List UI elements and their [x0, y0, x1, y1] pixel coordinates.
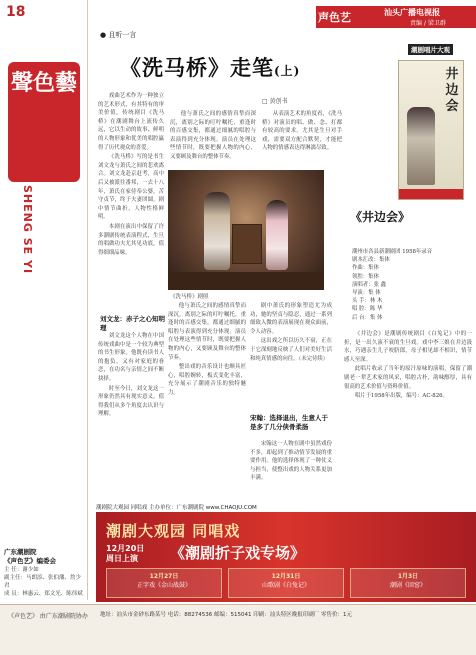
- article-column-2: [168, 302, 246, 442]
- photo-actor-female: [266, 200, 288, 270]
- paragraph: 《洗马桥》写的是书生刘文龙与萧氏之间的悲欢离合。刘文龙赴京赶考，高中后又被派往番邦，一去十八年，萧氏在家侍奉公婆，苦守贞节，终于夫妻团圆。剧中情节曲折，人物性格鲜明。: [98, 154, 164, 221]
- photo-actor-male: [204, 192, 230, 270]
- ad-topline: 潮剧院大观园 同唱戏 主办单位：广东潮剧院 www.CHAOJU.COM: [96, 505, 257, 511]
- paragraph: 唱片于1958年出版，编号：AC-826。: [354, 393, 448, 400]
- paragraph: 这出戏之所以历久不衰，正在于它深刻地反映了人们对美好生活和纯真情感的向往。（未完待续）: [250, 338, 332, 362]
- paragraph: 他与萧氏之间的感情真挚而深沉，离别之际的叮咛嘱托，重逢时的百感交集，都通过细腻的唱腔与表演得到充分体现。演员在处理这些情节时，既要把握人物的内心，又要顾及舞台的整体节奏。: [168, 303, 246, 361]
- record-credit-line: 导演：集 体: [352, 290, 381, 297]
- section-masthead: 聲色藝: [8, 62, 80, 182]
- record-title: 《井边会》: [350, 210, 411, 224]
- paragraph: 《井边会》是潮剧传统剧目《白兔记》中的一折，是一出久演不衰的生旦戏。戏中李三娘在井边汲水，巧遇亲生儿子咬脐郎，母子相见却不相识，情节感人至深。: [344, 331, 472, 363]
- ad-show-date: 1月3日: [397, 573, 419, 580]
- byline: □ 黄创书: [262, 98, 288, 105]
- page-number: 18: [6, 4, 26, 20]
- poster-figure: [407, 107, 435, 185]
- record-credit-line: 潮州市各县新潮剧团 1958年录音: [352, 249, 433, 255]
- section-english-title: [14, 185, 36, 325]
- header-section: 声色艺: [318, 11, 351, 24]
- paragraph: 此唱片收录了当年的原汁原味的演唱，保留了潮剧老一辈艺术家的风采，唱腔古朴，韵味醇厚，具有很高的艺术价值与资料价值。: [344, 366, 472, 390]
- section-english-text: SHENG SE YI: [21, 185, 34, 275]
- paragraph: 整出戏的音乐设计也颇具匠心，唱腔婉转，板式变化丰富，充分展示了潮剧音乐的独特魅力。: [168, 364, 246, 396]
- photo-caption: 《洗马桥》剧照: [170, 294, 209, 300]
- ad-show: [228, 568, 344, 598]
- ad-show-title: 潮剧《回窑》: [389, 582, 426, 589]
- stage-photo: [168, 170, 324, 290]
- record-credits: [352, 248, 472, 322]
- record-credit-line: 作曲：集体: [352, 265, 379, 272]
- ad-headline: 潮剧大观园 同唱戏: [106, 522, 241, 540]
- ad-subtitle: 《潮剧折子戏专场》: [170, 544, 306, 562]
- paragraph: 宋翰这一人物在剧中虽然戏份不多，却起到了推动情节发展的重要作用。他的选择体现了一种仗义与担当，使整出戏的人物关系更加丰满。: [250, 441, 332, 482]
- article-title-part: (上): [274, 64, 301, 78]
- article-column-2-top: [170, 110, 256, 166]
- paragraph: 刘文龙这个人物在中国传统戏曲中是一个较为典型的书生形象。他既有读书人的抱负，又有对家庭的眷恋，在功名与亲情之间不断抉择。: [98, 333, 164, 382]
- poster-bar: [399, 189, 464, 199]
- ad-show-date: 12月31日: [271, 573, 301, 580]
- article-column-2b: [250, 440, 332, 498]
- record-poster: [398, 60, 464, 200]
- record-credit-line: 头 手：林 木: [352, 298, 383, 305]
- editorial-credits: [4, 548, 86, 598]
- paragraph: 本剧在演出中保留了许多潮剧传统表演程式，生旦的唱做功夫尤其见功底，值得细细品味。: [98, 223, 164, 256]
- record-credit-line: 剧本汇改：集体: [352, 257, 390, 264]
- poster-title: 井边会: [445, 67, 459, 114]
- record-credit-line: 唱 腔：陈 华: [352, 306, 383, 313]
- record-body: [344, 330, 472, 500]
- ad-show: [350, 568, 466, 598]
- article-column-3-top: [262, 110, 342, 170]
- record-credit-line: 演唱者：张 鑫: [352, 281, 387, 288]
- record-column-label: 潮剧唱片大观: [408, 44, 453, 55]
- ad-show: [106, 568, 222, 598]
- record-credit-line: 后 台：集 体: [352, 314, 383, 321]
- page-footer: [0, 604, 476, 655]
- article-column-3: [250, 302, 332, 412]
- paragraph: 他与萧氏之间的感情真挚而深沉，离别之际的叮咛嘱托，重逢时的百感交集，都通过细腻的唱腔与表演得到充分体现。演员在处理这些情节时，既要把握人物的内心，又要顾及舞台的整体节奏。: [170, 111, 256, 160]
- header-paper-name: 汕头广播电视报: [384, 8, 440, 17]
- article-column-1: [98, 92, 164, 312]
- credits-line: 成 员：林惠云、郑文光、陈伟斌: [4, 591, 83, 597]
- ad-show-title: 山歌剧《白兔记》: [261, 582, 310, 589]
- photo-floor: [168, 272, 324, 290]
- paragraph: 时至今日，刘文龙这一形象仍然具有现实意义，值得我们从多个角度去认识与理解。: [98, 385, 164, 418]
- credits-heading: 广东潮剧院 《声色艺》编委会: [4, 548, 56, 565]
- ad-date: 12月20日 周日上演: [106, 544, 145, 563]
- photo-prop: [232, 224, 262, 264]
- credits-line: 主 任：谢少如: [4, 567, 39, 573]
- ad-show-date: 12月27日: [149, 573, 179, 580]
- ad-shows: [106, 568, 466, 598]
- subhead-liu-wenlong: 刘文龙：赤子之心知明理: [100, 315, 165, 332]
- subhead-song-han: 宋翰：选择退出，生意人于是多了几分侠骨柔肠: [250, 414, 328, 431]
- ad-show-title: 正字戏《金山战鼓》: [136, 582, 191, 589]
- paragraph: 剧中萧氏的形象塑造尤为成功，她的坚贞与隐忍，通过一系列细致入微的表演展现在观众面前，令人动容。: [250, 303, 332, 335]
- paragraph: 从表演艺术的角度看，《洗马桥》对演员的唱、做、念、打都有较高的要求。尤其是生旦对手戏，需要双方配合默契，才能把人物的情感表达得淋漓尽致。: [262, 111, 342, 152]
- credits-line: 副主任：马朗添、张伯藩、詹少君: [4, 575, 82, 589]
- footer-note: 《声色艺》 由广东潮剧院协办: [8, 613, 88, 620]
- article-column-1b: [98, 332, 164, 498]
- opera-ad-banner[interactable]: [96, 512, 476, 602]
- paragraph: 戏曲艺术作为一种独立的艺术形式，有其特有的审美价值。传统剧目《洗马桥》在潮剧舞台上流传久远，它以生动的故事、鲜明的人物形象和优美的唱腔赢得了历代观众的喜爱。: [98, 93, 164, 151]
- footer-info: 地址：汕头市金砂东路某号 电话：88274536 邮编：515041 印刷：汕头特区晚报印刷厂 零售价：1元: [100, 612, 352, 618]
- article-title-text: 《洗马桥》走笔: [120, 55, 274, 80]
- sidebar: [0, 0, 88, 600]
- article-title: [120, 52, 300, 82]
- record-credit-line: 领腔：集体: [352, 273, 379, 280]
- column-tag: ● 且听一言: [100, 31, 137, 39]
- header-editor: 责编 / 梁卫群: [410, 20, 446, 27]
